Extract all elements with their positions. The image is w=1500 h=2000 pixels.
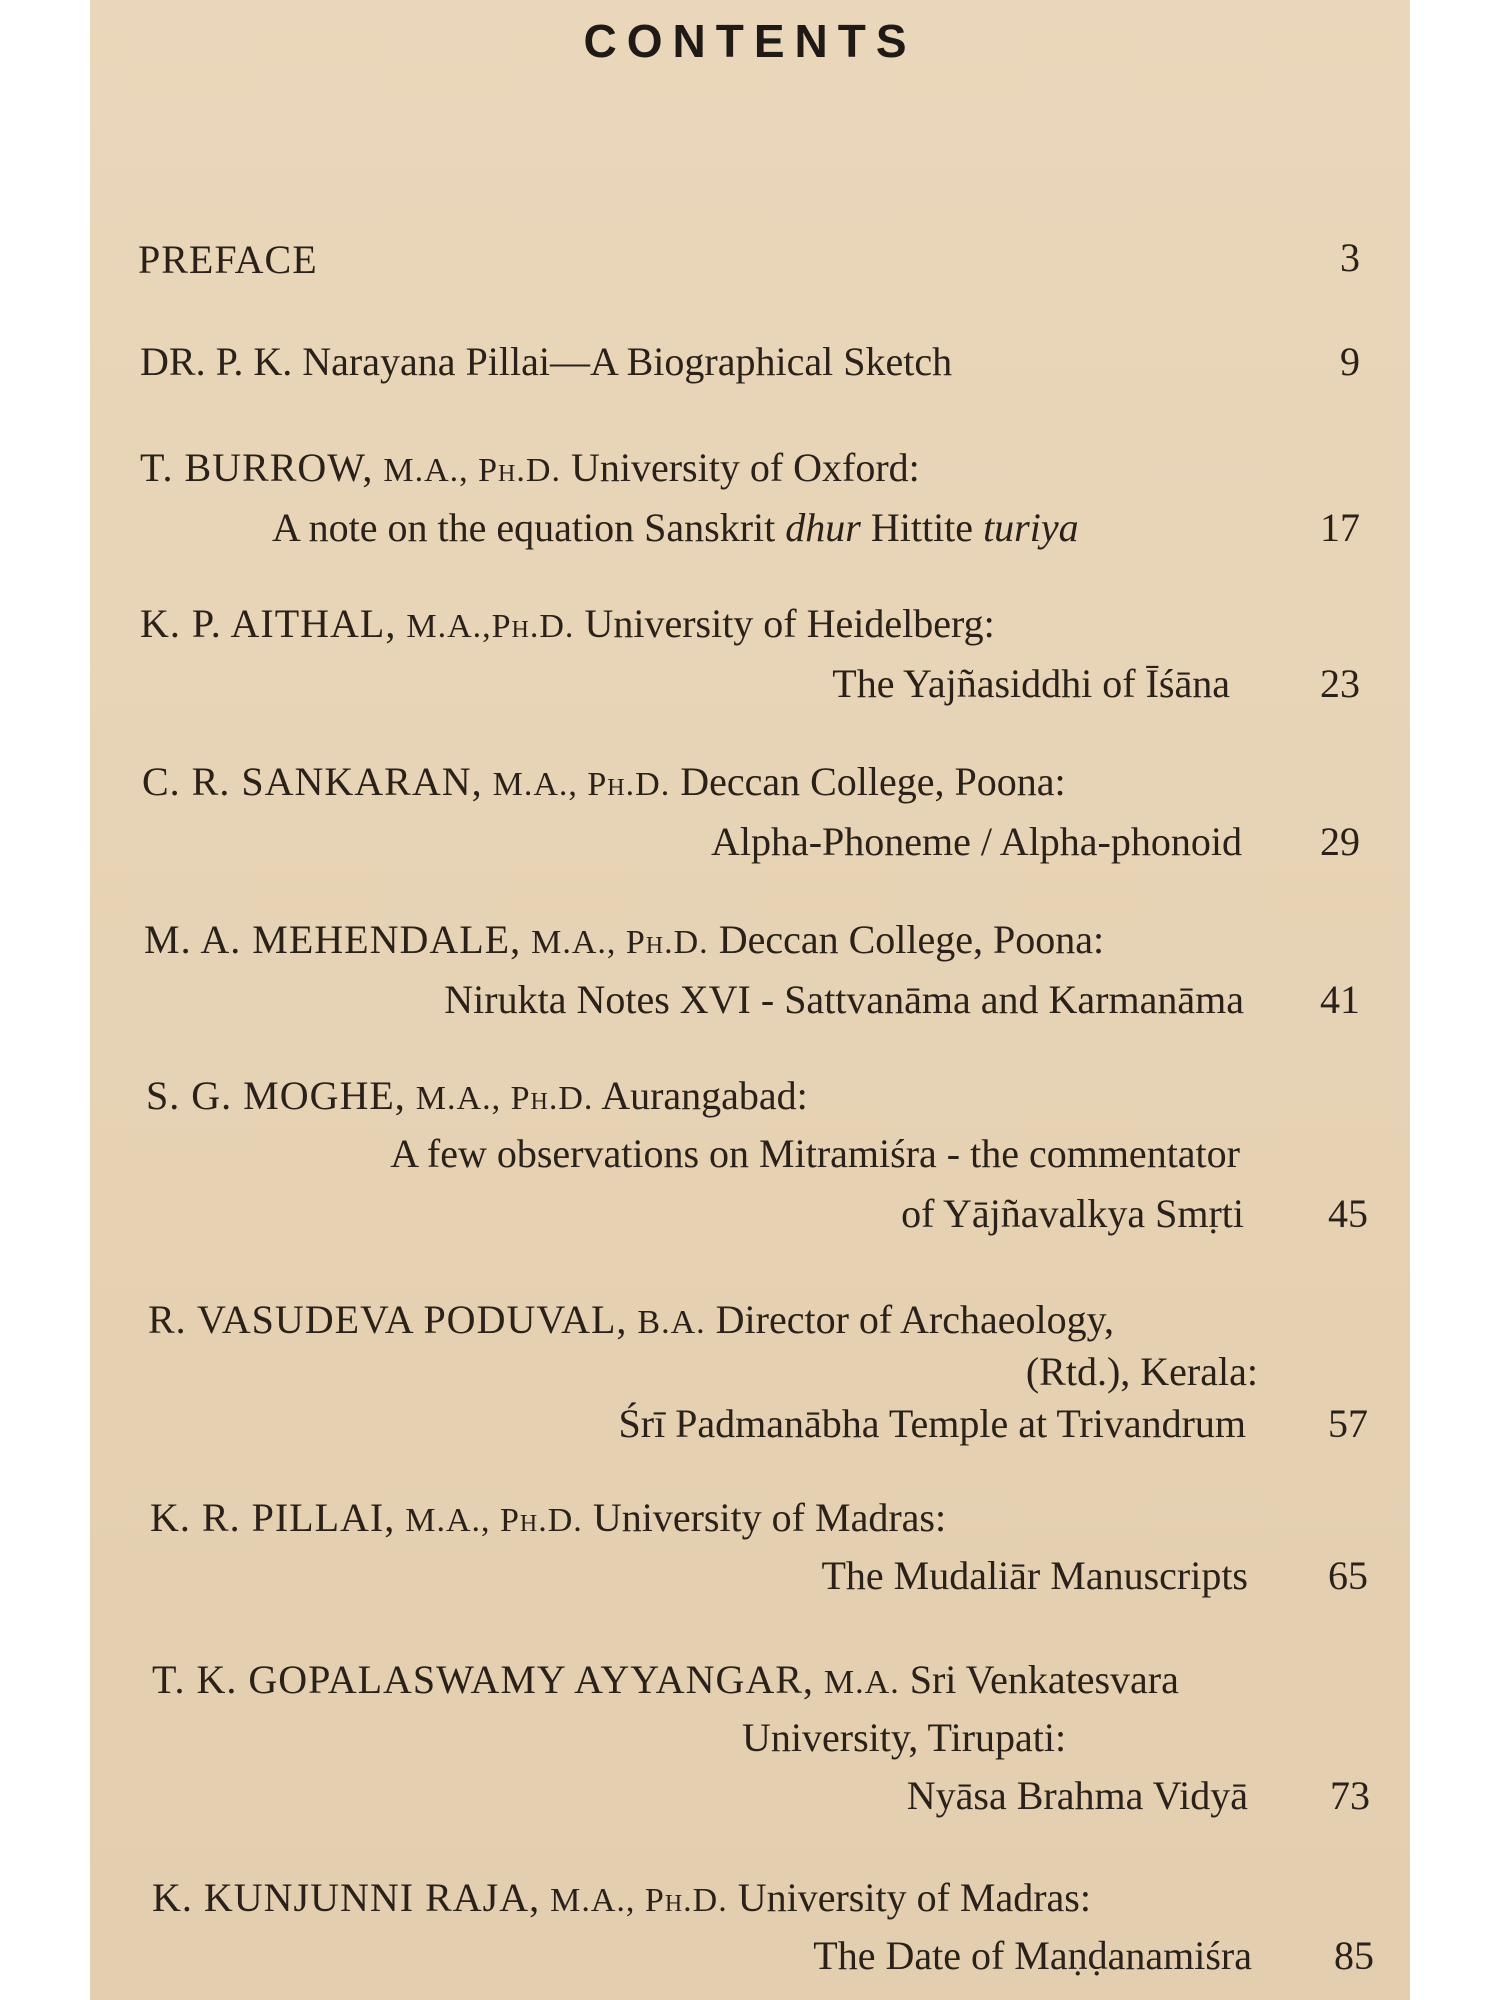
entry-author-line — [152, 1875, 1091, 1920]
entry-page-number: 41 — [1320, 977, 1360, 1022]
author-affiliation: Aurangabad: — [601, 1073, 808, 1118]
author-affiliation: Deccan College, Poona: — [718, 917, 1105, 962]
title-part: Hittite — [870, 505, 974, 550]
entry-author-line — [140, 445, 920, 490]
entry-title: PREFACE — [138, 237, 318, 282]
entry-title: Alpha-Phoneme / Alpha-phonoid — [710, 819, 1242, 864]
entry-title: Nirukta Notes XVI - Sattvanāma and Karmanāma — [444, 977, 1244, 1022]
author-name: C. R. SANKARAN, — [142, 759, 483, 804]
page-title: CONTENTS — [583, 15, 917, 67]
entry-author-line — [146, 1073, 808, 1118]
entry-title-line: A few observations on Mitramiśra - the commentator — [390, 1131, 1240, 1176]
author-affiliation: University of Madras: — [737, 1875, 1091, 1920]
entry-title: The Yajñasiddhi of Īśāna — [832, 661, 1230, 706]
author-affiliation: Sri Venkatesvara — [909, 1657, 1179, 1702]
title-italic: turiya — [983, 505, 1079, 550]
entry-title: Nyāsa Brahma Vidyā — [906, 1773, 1248, 1818]
author-degree: M.A., Ph.D. — [550, 1882, 728, 1919]
author-name: T. BURROW, — [140, 445, 374, 490]
entry-author-line — [144, 917, 1105, 962]
author-name: K. KUNJUNNI RAJA, — [152, 1875, 541, 1920]
author-affiliation: University of Oxford: — [570, 445, 920, 490]
author-degree: M.A., Ph.D. — [383, 452, 561, 489]
author-name: R. VASUDEVA PODUVAL, — [148, 1297, 628, 1342]
author-degree: M.A., Ph.D. — [415, 1080, 594, 1117]
author-degree: M.A., Ph.D. — [531, 924, 709, 961]
author-name: T. K. GOPALASWAMY AYYANGAR, — [152, 1657, 814, 1702]
entry-page-number: 57 — [1328, 1401, 1368, 1446]
author-name: M. A. MEHENDALE, — [144, 917, 522, 962]
entry-title: The Mudaliār Manuscripts — [821, 1553, 1248, 1598]
entry-page-number: 45 — [1328, 1191, 1368, 1236]
author-affiliation: Director of Archaeology, — [715, 1297, 1114, 1342]
entry-title — [272, 505, 1079, 550]
entry-affiliation-line: (Rtd.), Kerala: — [1025, 1349, 1258, 1394]
entry-page-number: 23 — [1320, 661, 1360, 706]
entry-title: The Date of Maṇḍanamiśra — [813, 1933, 1252, 1978]
entry-page-number: 9 — [1340, 339, 1360, 384]
entry-title-line: of Yājñavalkya Smṛti — [901, 1191, 1244, 1236]
author-degree: B.A. — [637, 1304, 706, 1341]
contents-page — [90, 0, 1410, 2000]
entry-page-number: 73 — [1330, 1773, 1370, 1818]
entry-title: DR. P. K. Narayana Pillai—A Biographical Sketch — [140, 339, 953, 384]
entry-title: Śrī Padmanābha Temple at Trivandrum — [618, 1401, 1246, 1446]
author-degree: M.A.,Ph.D. — [406, 608, 575, 645]
author-name: K. P. AITHAL, — [140, 601, 397, 646]
author-degree: M.A., Ph.D. — [405, 1502, 583, 1539]
entry-affiliation-line: University, Tirupati: — [742, 1715, 1067, 1760]
entry-page-number: 85 — [1334, 1933, 1374, 1978]
author-degree: M.A. — [823, 1664, 900, 1701]
author-affiliation: University of Madras: — [592, 1495, 947, 1540]
title-part: A note on the equation Sanskrit — [272, 505, 776, 550]
entry-page-number: 17 — [1320, 505, 1360, 550]
author-affiliation: University of Heidelberg: — [584, 601, 995, 646]
entry-page-number: 65 — [1328, 1553, 1368, 1598]
entry-page-number: 3 — [1340, 235, 1360, 280]
author-name: K. R. PILLAI, — [150, 1495, 396, 1540]
author-degree: M.A., Ph.D. — [492, 766, 671, 803]
author-affiliation: Deccan College, Poona: — [680, 759, 1066, 804]
entry-author-line — [148, 1297, 1114, 1342]
entry-author-line — [150, 1495, 947, 1540]
entry-page-number: 29 — [1320, 819, 1360, 864]
title-italic: dhur — [785, 505, 861, 550]
entry-author-line — [140, 601, 995, 646]
entry-author-line — [152, 1657, 1179, 1702]
entry-author-line — [142, 759, 1066, 804]
author-name: S. G. MOGHE, — [146, 1073, 406, 1118]
